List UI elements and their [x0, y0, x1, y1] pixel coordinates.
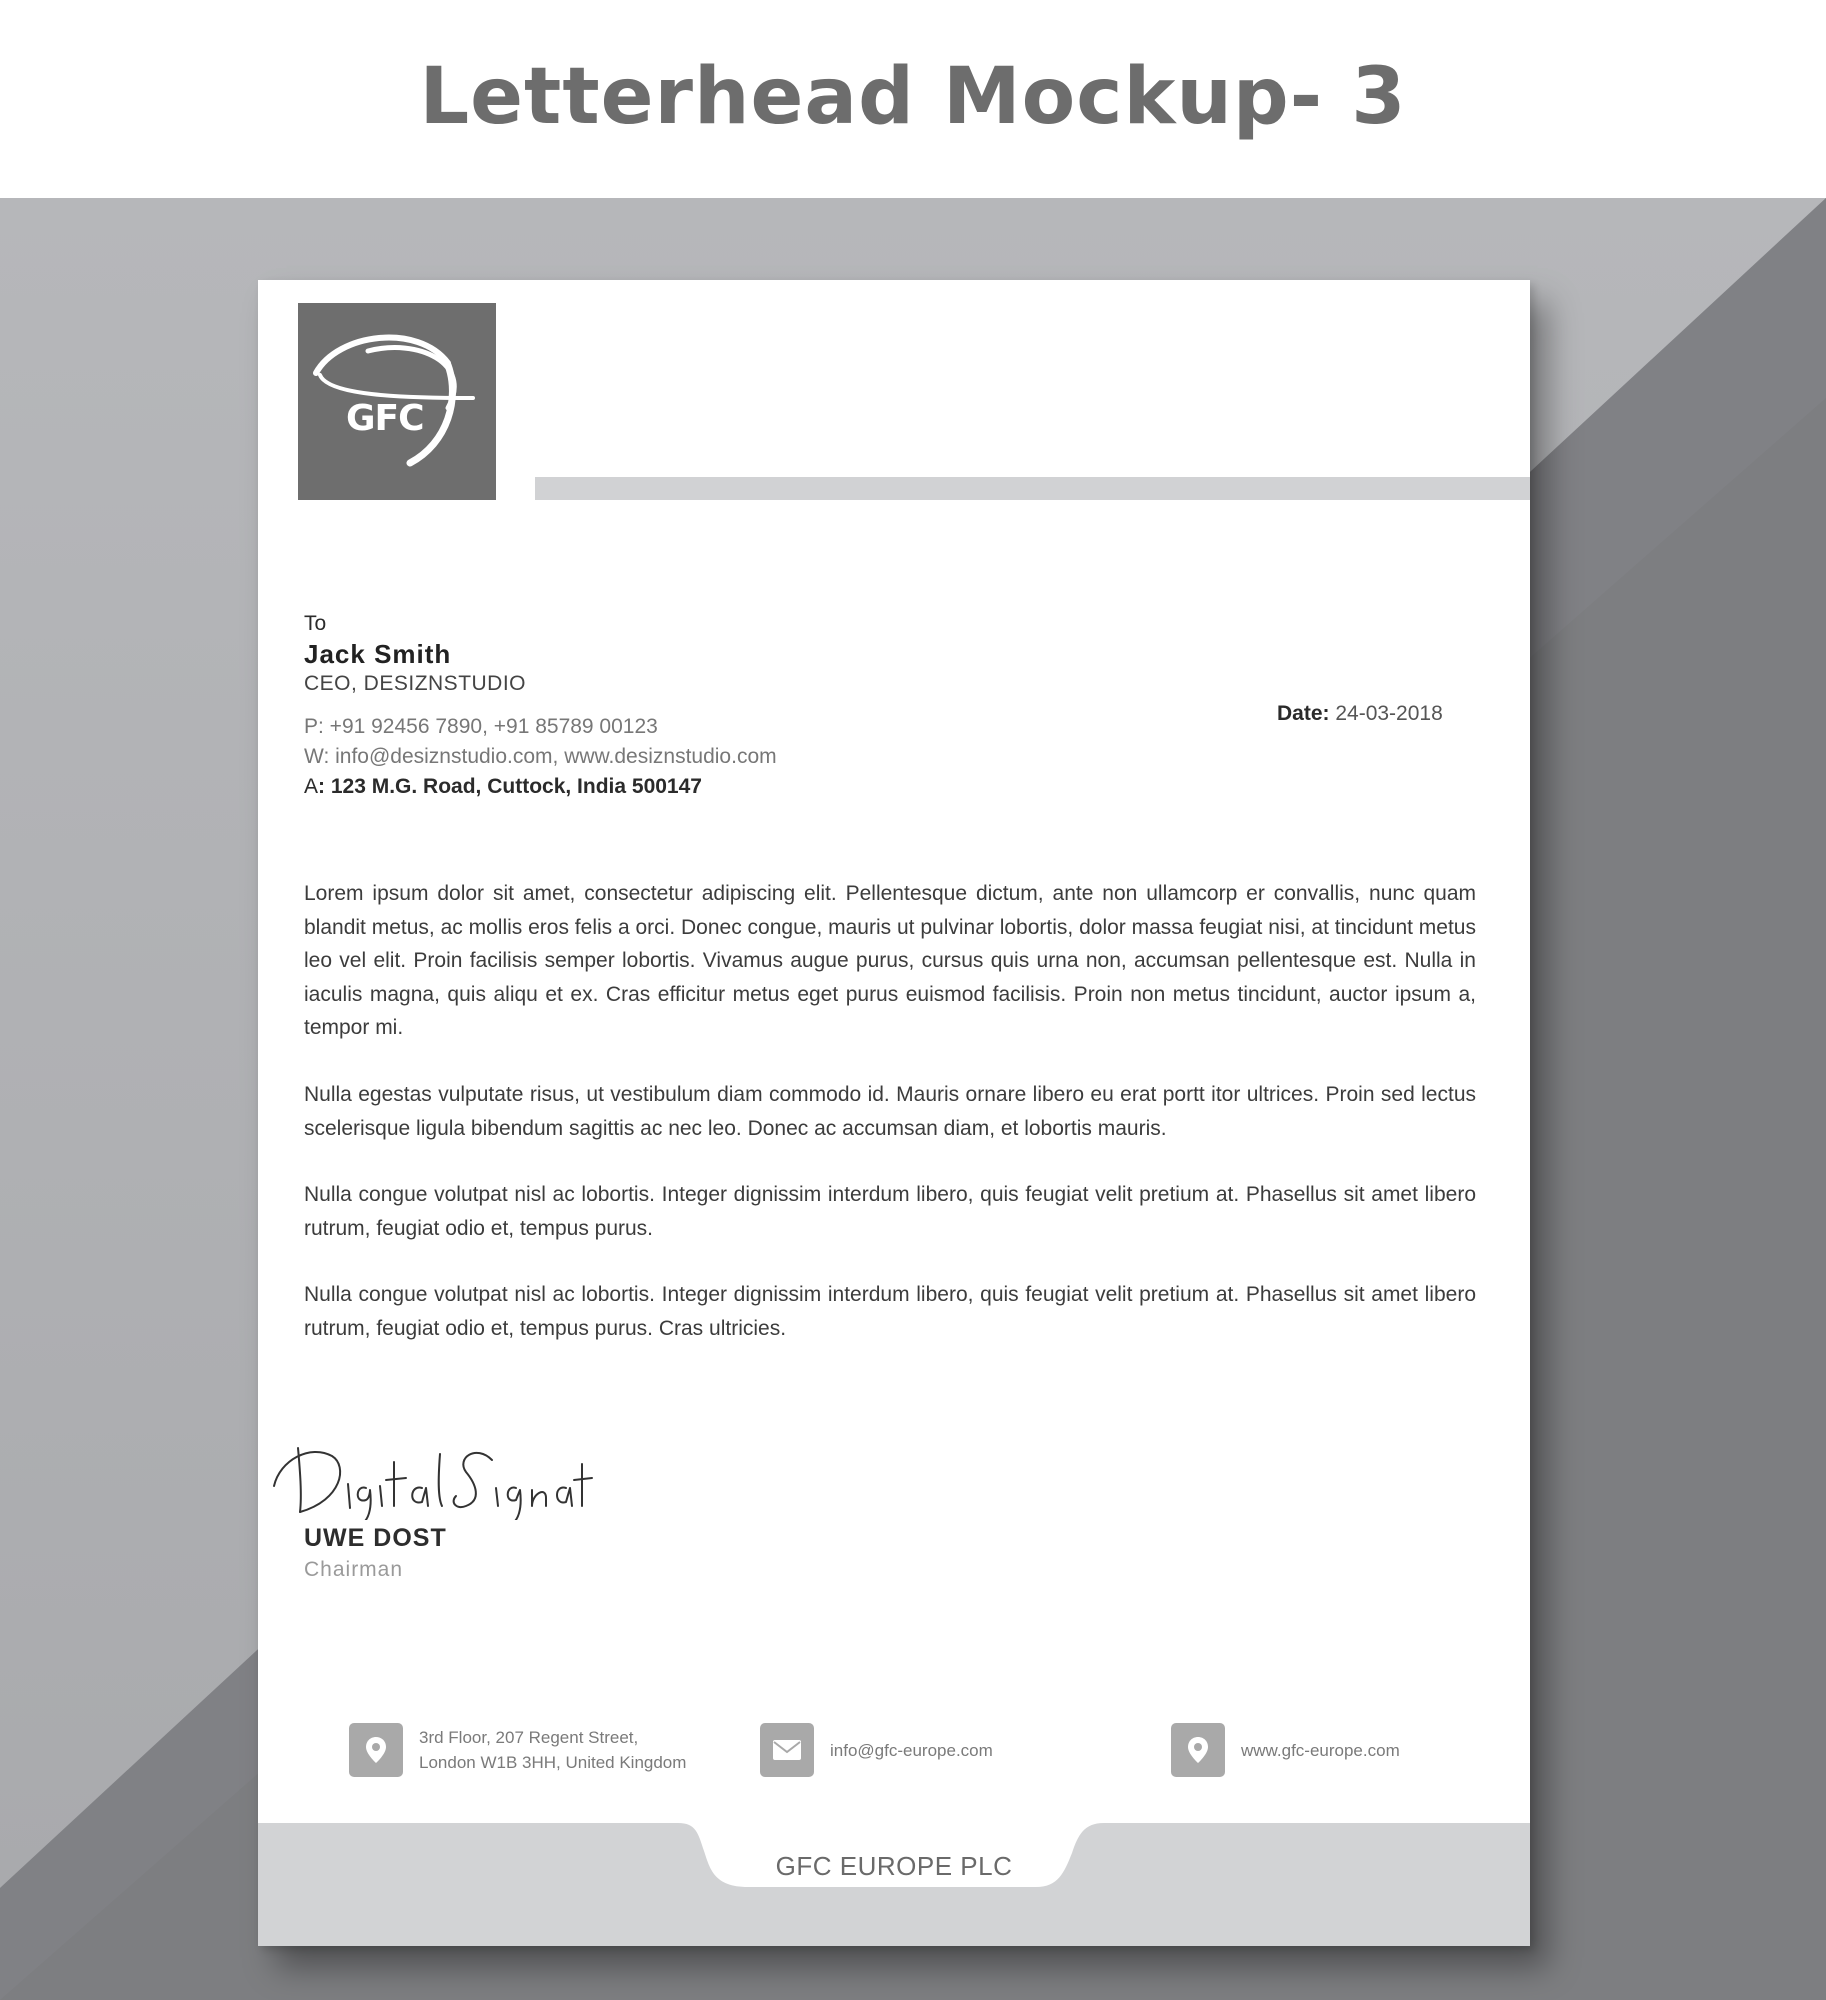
- footer-email-text: info@gfc-europe.com: [830, 1740, 993, 1760]
- footer-website: [1171, 1723, 1400, 1777]
- letter-body: [304, 877, 1476, 1379]
- footer-address: [349, 1723, 686, 1777]
- footer-band: [258, 1823, 1530, 1946]
- footer-company-name: GFC EUROPE PLC: [775, 1851, 1013, 1881]
- footer-tab-shape: [258, 1823, 1530, 1946]
- recipient-address: [304, 772, 777, 802]
- logo-text: GFC: [346, 398, 424, 439]
- body-paragraph: Nulla egestas vulputate risus, ut vestibulum diam commodo id. Mauris ornare libero eu erat portt itor ultrices. Proin sed lectus scelerisque ligula bibendum sagittis ac nec leo. Donec ac accumsan diam, et lobortis mauris.: [304, 1082, 1476, 1140]
- page-heading: [0, 0, 1826, 198]
- recipient-title: CEO, DESIZNSTUDIO: [304, 672, 527, 695]
- body-paragraph: Nulla congue volutpat nisl ac lobortis. Integer dignissim interdum libero, quis feugiat velit pretium at. Phasellus sit amet libero rutrum, feugiat odio et, tempus purus. Cras ultricies.: [304, 1283, 1476, 1340]
- letterhead-paper: [258, 280, 1530, 1946]
- recipient-block: [304, 610, 777, 802]
- date-value: 24-03-2018: [1329, 702, 1443, 725]
- signer-name: UWE DOST: [304, 1524, 447, 1552]
- body-paragraph: Nulla congue volutpat nisl ac lobortis. Integer dignissim interdum libero, quis feugiat velit pretium at. Phasellus sit amet libero rutrum, feugiat odio et, tempus purus.: [304, 1183, 1476, 1240]
- signer-role: Chairman: [304, 1558, 404, 1581]
- recipient-phone: P: +91 92456 7890, +91 85789 00123: [304, 715, 658, 738]
- recipient-web: W: info@desiznstudio.com, www.desiznstudio.com: [304, 745, 777, 768]
- footer-address-line2: London W1B 3HH, United Kingdom: [419, 1753, 687, 1772]
- mail-icon: [760, 1723, 814, 1777]
- footer-email: [760, 1723, 993, 1777]
- address-prefix: A: [304, 775, 319, 798]
- location-pin-icon: [1171, 1723, 1225, 1777]
- page-title: Letterhead Mockup- 3: [419, 52, 1407, 142]
- address-value: : 123 M.G. Road, Cuttock, India 500147: [318, 775, 702, 798]
- company-logo: [298, 303, 496, 500]
- location-pin-icon: [349, 1723, 403, 1777]
- footer-address-line1: 3rd Floor, 207 Regent Street,: [419, 1728, 639, 1747]
- signature-script: [270, 1440, 600, 1520]
- recipient-name: Jack Smith: [304, 639, 452, 669]
- header-bar: [535, 477, 1530, 500]
- date-label: Date:: [1277, 702, 1330, 725]
- footer-website-text: www.gfc-europe.com: [1241, 1740, 1400, 1760]
- letter-date: [1277, 702, 1443, 726]
- body-paragraph: Lorem ipsum dolor sit amet, consectetur adipiscing elit. Pellentesque dictum, ante non ullamcorp er convallis, nunc quam blandit metus, ac mollis eros felis a orci. Donec congue, mauris ut pulvinar lobortis, dolor massa feugiat nisi, at tincidunt metus leo vel elit. Proin facilisis semper lobortis. Vivamus augue purus, cursus quis urna non, accumsan pellentesque est. Nulla in iaculis magna, quis aliqu et ex. Cras efficitur metus eget purus euismod facilisis. Proin non metus tincidunt, auctor ipsum a, tempor mi.: [304, 882, 1476, 1040]
- to-label: To: [304, 612, 327, 635]
